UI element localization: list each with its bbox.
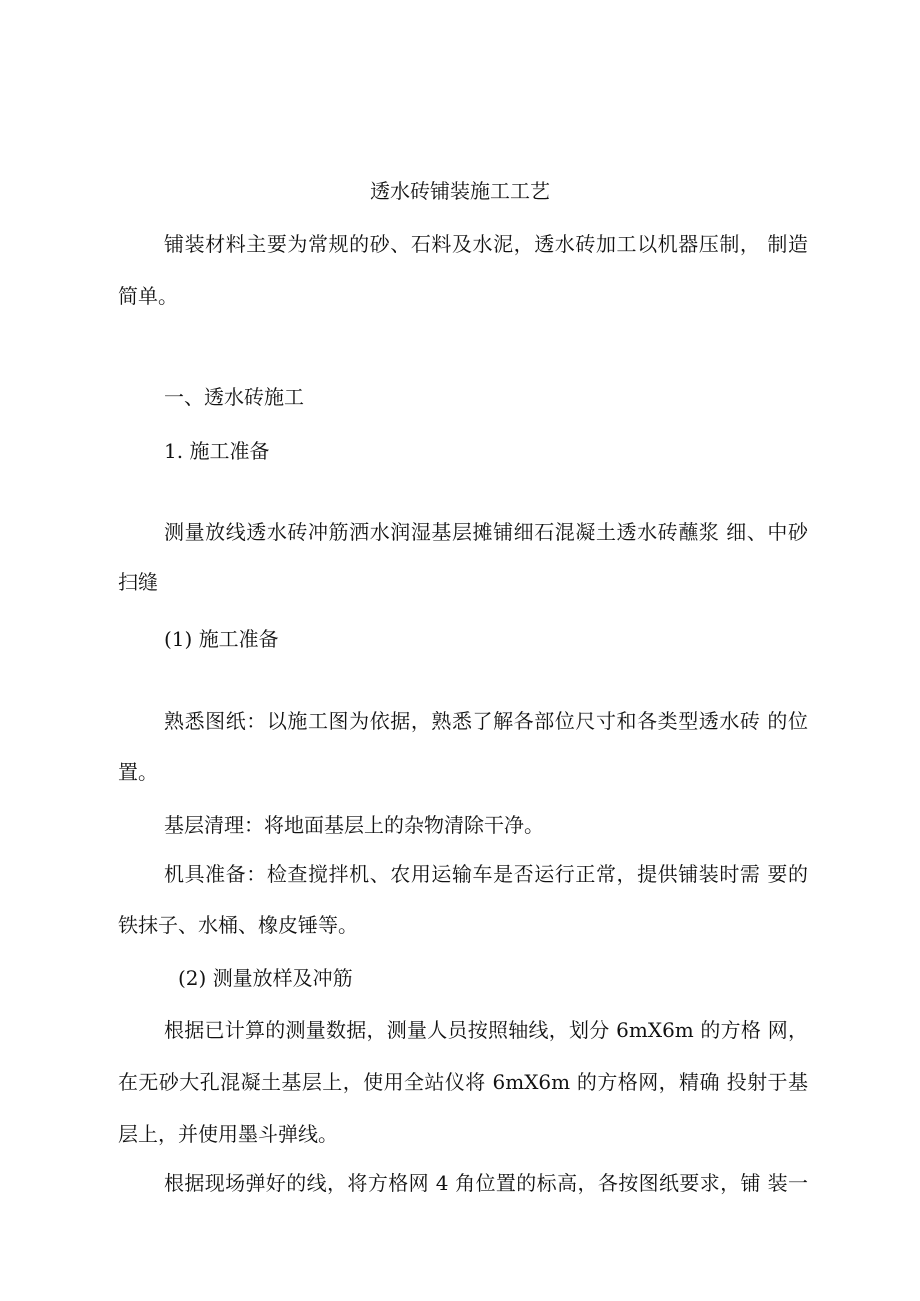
process-flow-line-2: 扫缝 [118, 570, 158, 594]
base-cleaning-text: 基层清理：将地面基层上的杂物清除干净。 [164, 813, 544, 837]
equipment-line-2: 铁抹子、水桶、橡皮锤等。 [118, 913, 358, 937]
subsection-heading: 1. 施工准备 [164, 439, 270, 463]
survey-line-3: 层上，并使用墨斗弹线。 [118, 1122, 338, 1146]
elevation-line-1: 根据现场弹好的线，将方格网 4 角位置的标高，各按图纸要求，铺 装一 [164, 1171, 808, 1195]
item-heading-preparation: (1) 施工准备 [164, 627, 279, 651]
process-flow-line-1: 测量放线透水砖冲筋洒水润湿基层摊铺细石混凝土透水砖蘸浆 细、中砂 [164, 520, 808, 544]
intro-line-1: 铺装材料主要为常规的砂、石料及水泥，透水砖加工以机器压制， 制造 [164, 232, 808, 256]
document-title: 透水砖铺装施工工艺 [370, 179, 550, 203]
equipment-line-1: 机具准备：检查搅拌机、农用运输车是否运行正常，提供铺装时需 要的 [164, 862, 808, 886]
survey-line-2: 在无砂大孔混凝土基层上，使用全站仪将 6mX6m 的方格网，精确 投射于基 [118, 1070, 808, 1094]
drawings-line-1: 熟悉图纸：以施工图为依据，熟悉了解各部位尺寸和各类型透水砖 的位 [164, 709, 808, 733]
survey-line-1: 根据已计算的测量数据，测量人员按照轴线，划分 6mX6m 的方格 网， [164, 1018, 808, 1042]
drawings-line-2: 置。 [118, 760, 158, 784]
section-heading: 一、透水砖施工 [164, 385, 304, 409]
item-heading-survey: (2) 测量放样及冲筋 [178, 966, 353, 990]
intro-line-2: 简单。 [118, 284, 178, 308]
